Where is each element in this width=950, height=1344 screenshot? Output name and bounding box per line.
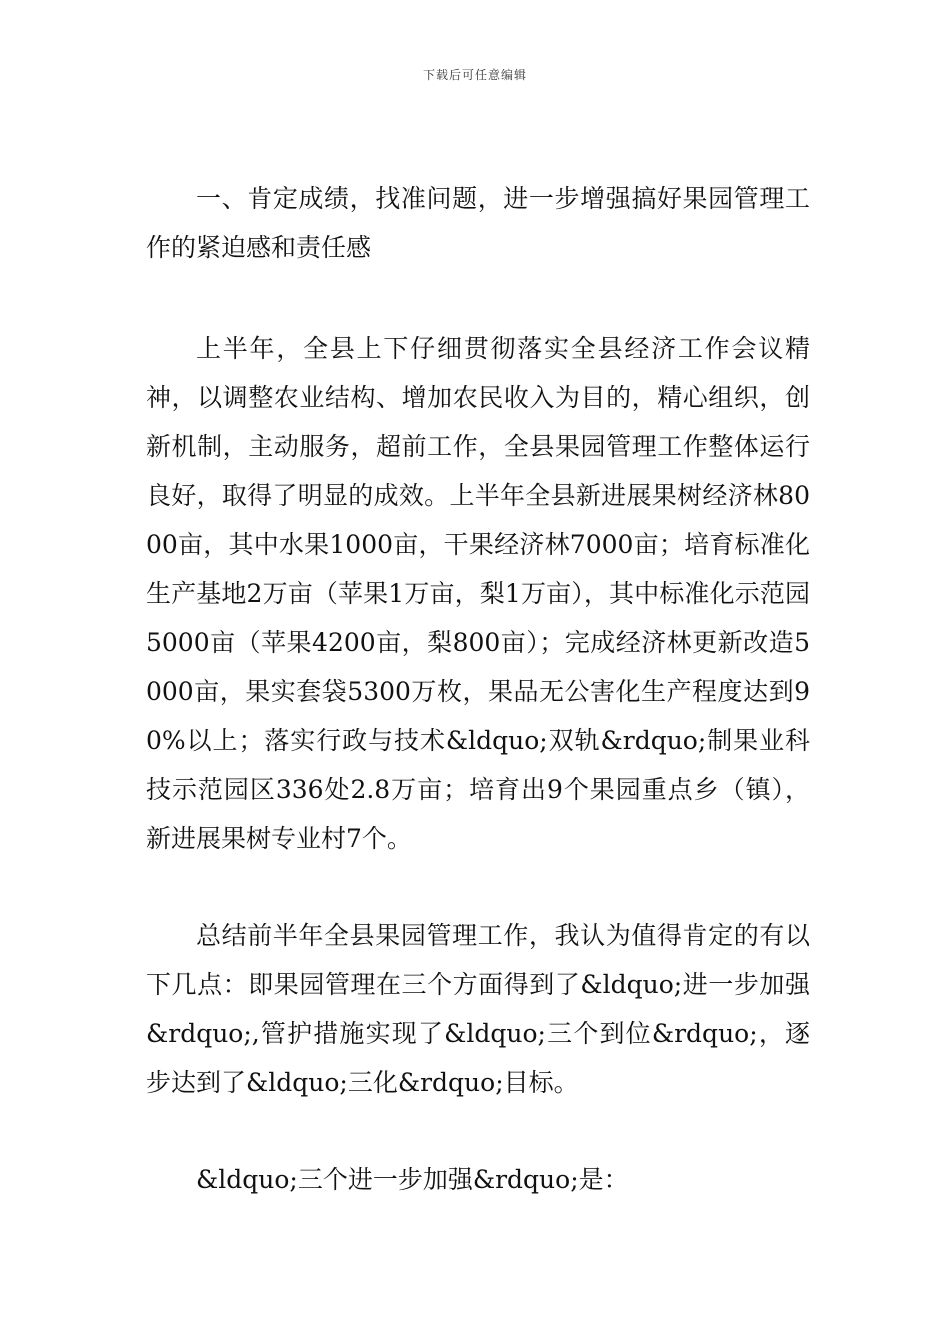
paragraph: &ldquo;三个进一步加强&rdquo;是： [196,1165,629,1194]
page-header: 下载后可任意编辑 [422,68,527,82]
paragraph: 总结前半年全县果园管理工作，我认为值得肯定的有以下几点：即果园管理在三个方面得到了&ldquo;进一步加强&rdquo;,管护措施实现了&ldquo;三个到位&rdquo;，逐步达到了&ldquo;三化&rdquo;目标。 [146,921,810,1097]
section-heading: 一、肯定成绩，找准问题，进一步增强搞好果园管理工作的紧迫感和责任感 [146,184,810,262]
document-body [146,174,810,1252]
paragraph: 上半年，全县上下仔细贯彻落实全县经济工作会议精神，以调整农业结构、增加农民收入为目的，精心组织，创新机制，主动服务，超前工作，全县果园管理工作整体运行良好，取得了明显的成效。上半年全县新进展果树经济林8000亩，其中水果1000亩，干果经济林7000亩；培育标准化生产基地2万亩（苹果1万亩，梨1万亩），其中标准化示范园5000亩（苹果4200亩，梨800亩）；完成经济林更新改造5000亩，果实套袋5300万枚，果品无公害化生产程度达到90%以上；落实行政与技术&ldquo;双轨&rdquo;制果业科技示范园区336处2.8万亩；培育出9个果园重点乡（镇），新进展果树专业村7个。 [146,334,810,853]
